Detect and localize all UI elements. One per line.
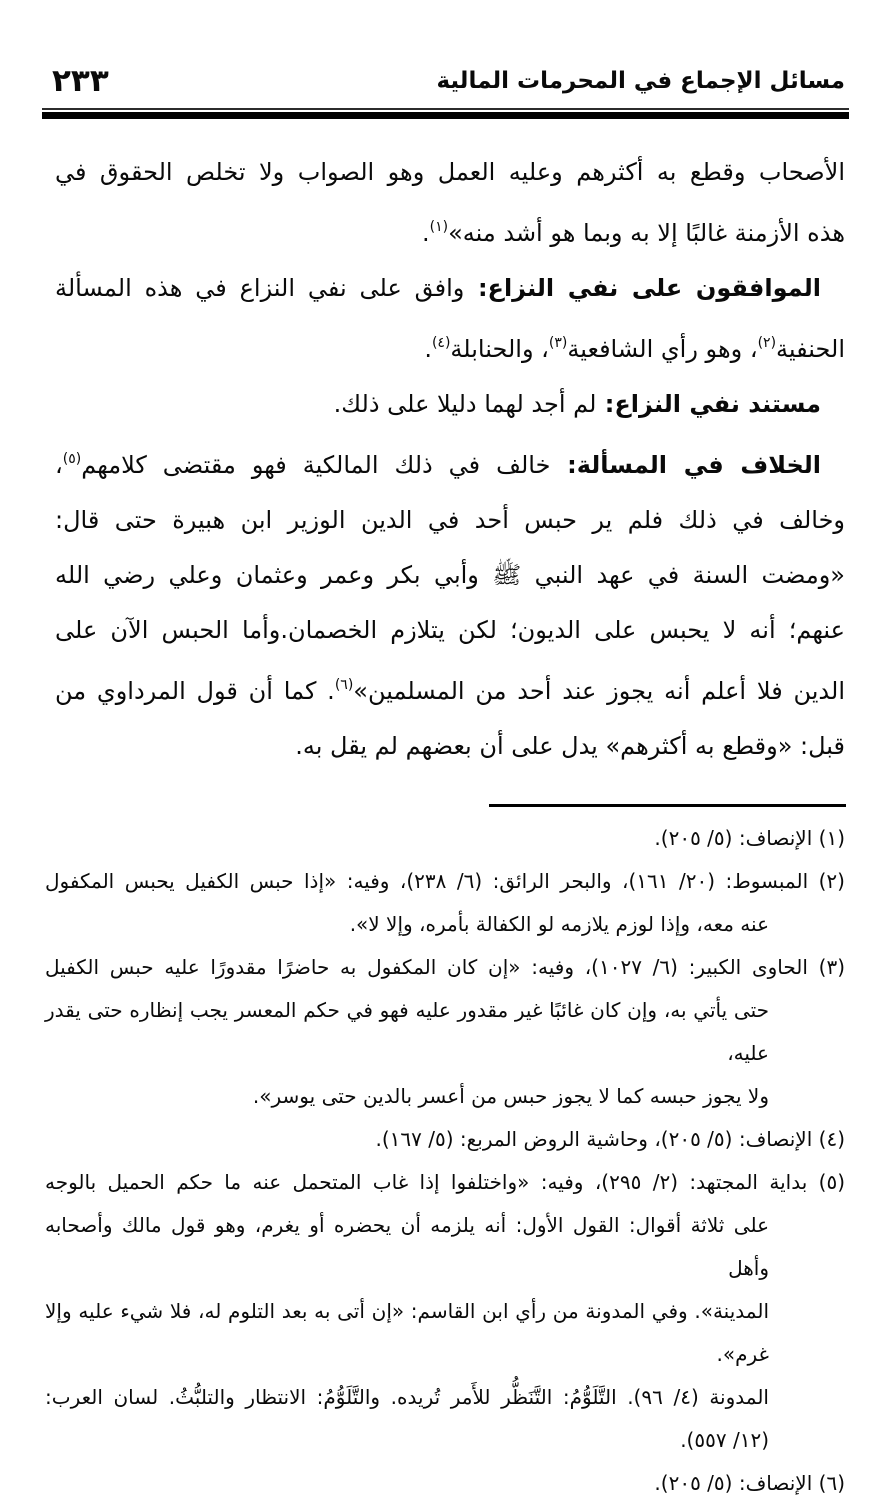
text-segment: . xyxy=(424,334,432,363)
text-segment: الدين فلا أعلم أنه يجوز عند أحد من المسلمين» xyxy=(353,676,845,705)
text-segment: . كما أن قول المرداوي من xyxy=(55,676,335,705)
section-heading: الخلاف في المسألة: xyxy=(550,450,822,479)
text-segment: خالف في ذلك المالكية فهو مقتضى كلامهم xyxy=(81,450,551,479)
footnote-ref: (٦) xyxy=(334,676,354,693)
text-segment: هذه الأزمنة غالبًا إلا به وبما هو أشد منه» xyxy=(448,218,845,247)
text-segment: لم أجد لهما دليلا على ذلك. xyxy=(333,389,597,418)
text-segment: . xyxy=(421,218,430,247)
footnote-ref: (٥) xyxy=(62,450,82,467)
body-line xyxy=(55,658,845,719)
footnote-separator xyxy=(489,804,846,807)
footnote-line: حتى يأتي به، وإن كان غائبًا غير مقدور عليه فهو في حكم المعسر يجب إنظاره حتى يقدر عليه، xyxy=(45,997,769,1065)
book-page xyxy=(0,63,879,1495)
footnote-line: على ثلاثة أقوال: القول الأول: أنه يلزمه أن يحضره أو يغرم، وهو قول مالك وأصحابه وأهل xyxy=(45,1212,769,1280)
text-segment: «ومضت السنة في عهد النبي ﷺ وأبي بكر وعمر وعثمان وعلي رضي الله xyxy=(55,560,845,589)
page-header xyxy=(52,64,845,99)
text-segment: ، xyxy=(55,450,63,479)
footnote-line: (١٢/ ٥٥٧). xyxy=(680,1427,769,1452)
footnote-ref: (٢) xyxy=(757,334,777,351)
footnote-line: (٥) بداية المجتهد: (٢/ ٢٩٥)، وفيه: «واختلفوا إذا غاب المتحمل عنه ما حكم الحميل بالوجه xyxy=(45,1169,846,1194)
footnote-line: (٦) الإنصاف: (٥/ ٢٠٥). xyxy=(654,1470,845,1495)
body-line xyxy=(55,548,845,603)
body-text xyxy=(55,145,845,774)
text-segment: قبل: «وقطع به أكثرهم» يدل على أن بعضهم لم يقل به. xyxy=(295,731,845,760)
header-rule xyxy=(42,108,849,119)
footnote-ref: (٣) xyxy=(548,334,568,351)
body-line xyxy=(55,316,845,377)
body-line xyxy=(55,432,845,493)
header-rule-thin xyxy=(42,108,849,110)
footnote-line: المدونة (٤/ ٩٦). التَّلَوُّمُ: التَّنَظُّر للأَمر تُريده. والتَّلَوُّمُ: الانتظار والتلبُّثُ. لسان العرب: xyxy=(45,1384,769,1409)
section-heading: الموافقون على نفي النزاع: xyxy=(464,273,821,302)
book-title: مسائل الإجماع في المحرمات المالية xyxy=(436,68,845,94)
footnote-line: ولا يجوز حبسه كما لا يجوز حبس من أعسر بالدين حتى يوسر». xyxy=(252,1083,769,1108)
body-line xyxy=(55,377,845,432)
text-segment: عنهم؛ أنه لا يحبس على الديون؛ لكن يتلازم الخصمان.وأما الحبس الآن على xyxy=(55,615,845,644)
body-line xyxy=(55,200,845,261)
body-line xyxy=(55,719,845,774)
footnotes-list xyxy=(45,817,845,1505)
text-segment: الأصحاب وقطع به أكثرهم وعليه العمل وهو الصواب ولا تخلص الحقوق في xyxy=(55,157,845,186)
text-segment: ، وهو رأي الشافعية xyxy=(567,334,758,363)
footnote-line: (١) الإنصاف: (٥/ ٢٠٥). xyxy=(654,825,845,850)
header-rule-thick xyxy=(42,112,849,119)
footnote-line: المدينة». وفي المدونة من رأي ابن القاسم: «إن أتى به بعد التلوم له، فلا شيء عليه وإلا غرم». xyxy=(45,1298,769,1366)
text-segment: وخالف في ذلك فلم ير حبس أحد في الدين الوزير ابن هبيرة حتى قال: xyxy=(55,505,845,534)
body-line xyxy=(55,145,845,200)
page-number: ٢٣٣ xyxy=(52,63,109,100)
footnote-ref: (١) xyxy=(429,218,449,235)
footnote-line: (٣) الحاوى الكبير: (٦/ ١٠٢٧)، وفيه: «إن كان المكفول به حاضرًا مقدورًا عليه حبس الكفيل xyxy=(45,954,846,979)
footnote-ref: (٤) xyxy=(431,334,451,351)
text-segment: وافق على نفي النزاع في هذه المسألة xyxy=(55,273,465,302)
body-line xyxy=(55,603,845,658)
footnote-line: عنه معه، وإذا لوزم يلازمه لو الكفالة بأمره، وإلا لا». xyxy=(349,911,769,936)
section-heading: مستند نفي النزاع: xyxy=(596,389,821,418)
body-line xyxy=(55,261,845,316)
footnote-line: (٤) الإنصاف: (٥/ ٢٠٥)، وحاشية الروض المربع: (٥/ ١٦٧). xyxy=(375,1126,845,1151)
text-segment: الحنفية xyxy=(776,334,845,363)
footnote-line: (٢) المبسوط: (٢٠/ ١٦١)، والبحر الرائق: (٦/ ٢٣٨)، وفيه: «إذا حبس الكفيل يحبس المكفول xyxy=(45,868,845,893)
text-segment: ، والحنابلة xyxy=(450,334,549,363)
body-line xyxy=(55,493,845,548)
